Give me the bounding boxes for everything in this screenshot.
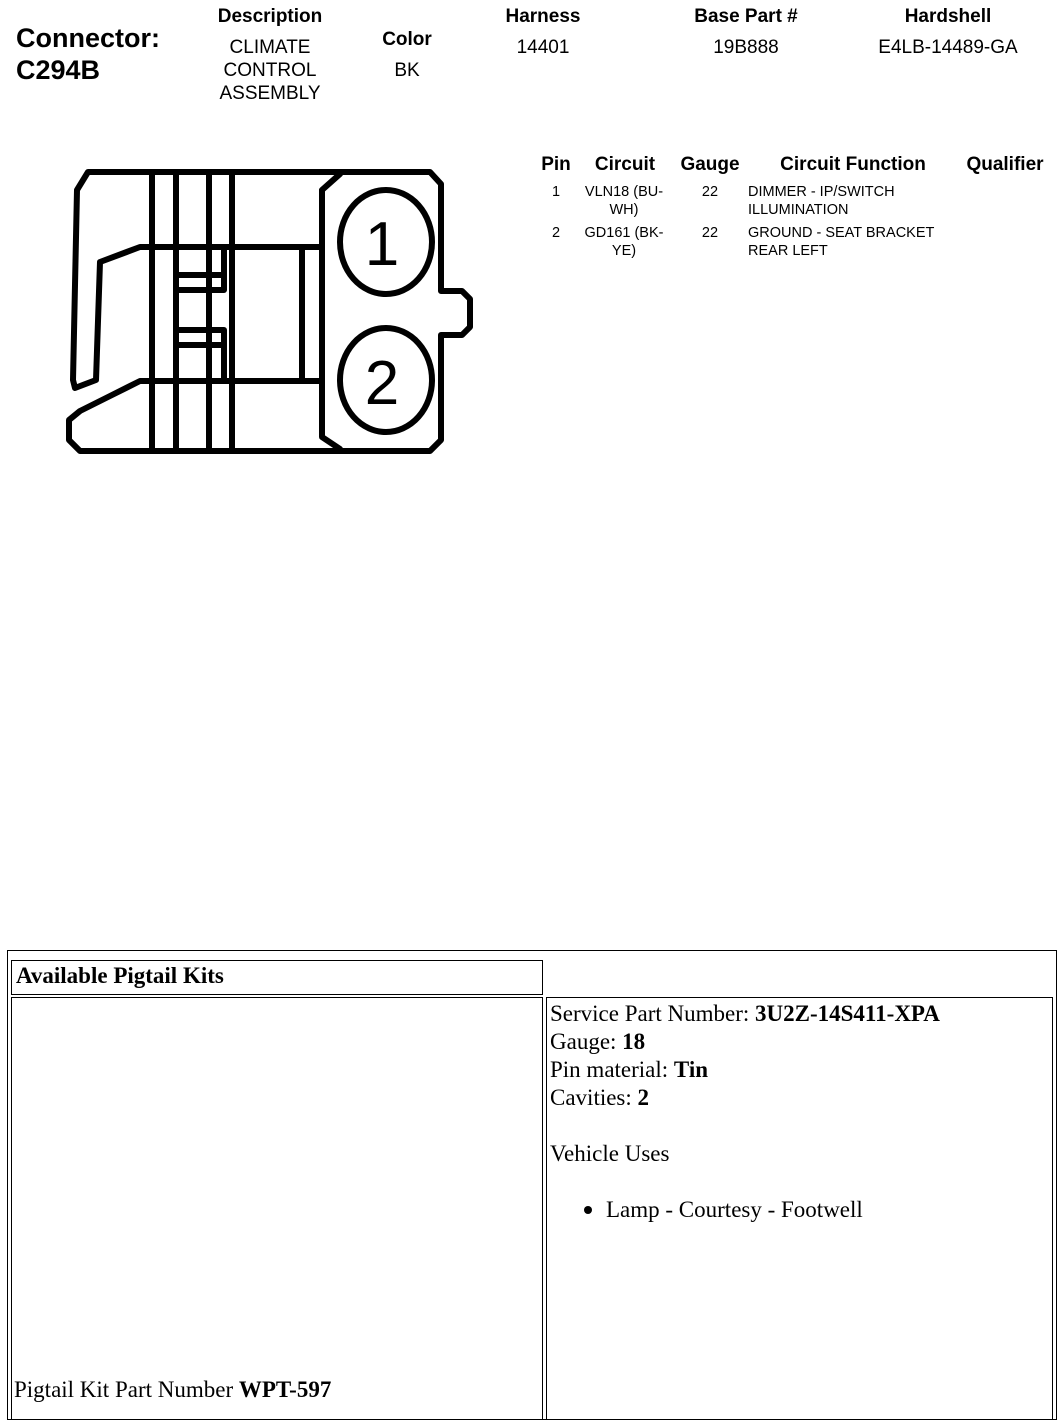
pigtail-image-cell (11, 997, 543, 1420)
gauge-label: Gauge: (550, 1029, 617, 1054)
bullet-icon (584, 1206, 592, 1214)
pin-material-value: Tin (673, 1057, 709, 1082)
circuit-function (748, 224, 958, 260)
service-part-line (550, 1000, 940, 1028)
pigtail-kits-title: Available Pigtail Kits (11, 960, 543, 995)
harness-value: 14401 (516, 37, 570, 58)
base-part-label: Base Part # (694, 6, 798, 27)
service-part-number: 3U2Z-14S411-XPA (755, 1001, 940, 1026)
cavity-1-label: 1 (364, 210, 400, 279)
base-part-value: 19B888 (713, 37, 779, 58)
circuit-line: VLN18 (BU- (584, 184, 664, 200)
pigtail-kit-part-number: WPT-597 (238, 1377, 332, 1402)
circuit-line: WH) (609, 202, 639, 218)
description-label: Description (217, 6, 323, 27)
connector-face-diagram (0, 0, 520, 480)
wire-gauge: 22 (701, 184, 719, 200)
hardshell-value: E4LB-14489-GA (878, 37, 1018, 58)
circuit-line: GD161 (BK- (584, 225, 664, 241)
connector-label: Connector: (16, 23, 160, 53)
circuit-code (576, 183, 672, 219)
circuit-column-header: Circuit (594, 154, 656, 175)
vehicle-use-text: Lamp - Courtesy - Footwell (606, 1197, 863, 1222)
cavity-2-label: 2 (364, 349, 400, 418)
circuit-function-column-header: Circuit Function (780, 154, 926, 175)
connector-housing-outline (69, 172, 470, 451)
pin-material-line (550, 1056, 708, 1084)
function-line: REAR LEFT (748, 243, 828, 259)
vehicle-use-item (584, 1196, 863, 1224)
service-part-label: Service Part Number: (550, 1001, 750, 1026)
cavities-line (550, 1084, 649, 1112)
circuit-line: YE) (611, 243, 637, 259)
hardshell-label: Hardshell (904, 6, 992, 27)
cavity-compartment-outline (322, 174, 340, 449)
qualifier-column-header: Qualifier (966, 154, 1044, 175)
gauge-value: 18 (622, 1029, 646, 1054)
pin-material-label: Pin material: (550, 1057, 669, 1082)
vehicle-uses-heading: Vehicle Uses (550, 1141, 670, 1166)
terminal-slot-2 (176, 330, 224, 381)
description-line: ASSEMBLY (219, 83, 321, 104)
description-line: CLIMATE (229, 37, 311, 58)
circuit-function (748, 183, 958, 219)
pigtail-kit-part-line (14, 1376, 331, 1404)
function-line: GROUND - SEAT BRACKET (748, 225, 935, 241)
pin-number: 2 (551, 225, 561, 241)
color-label: Color (382, 29, 432, 50)
gauge-line (550, 1028, 645, 1056)
pin-number: 1 (551, 184, 561, 200)
gauge-column-header: Gauge (680, 154, 740, 175)
harness-label: Harness (505, 6, 581, 27)
cavities-label: Cavities: (550, 1085, 632, 1110)
terminal-slot-1 (176, 247, 224, 290)
function-line: DIMMER - IP/SWITCH (748, 184, 895, 200)
description-line: CONTROL (223, 60, 317, 81)
cavities-value: 2 (637, 1085, 650, 1110)
wire-gauge: 22 (701, 225, 719, 241)
connector-id: C294B (16, 55, 101, 85)
circuit-code (576, 224, 672, 260)
color-value: BK (394, 60, 420, 81)
pigtail-kit-part-label: Pigtail Kit Part Number (14, 1377, 234, 1402)
function-line: ILLUMINATION (748, 202, 849, 218)
pin-column-header: Pin (541, 154, 571, 175)
